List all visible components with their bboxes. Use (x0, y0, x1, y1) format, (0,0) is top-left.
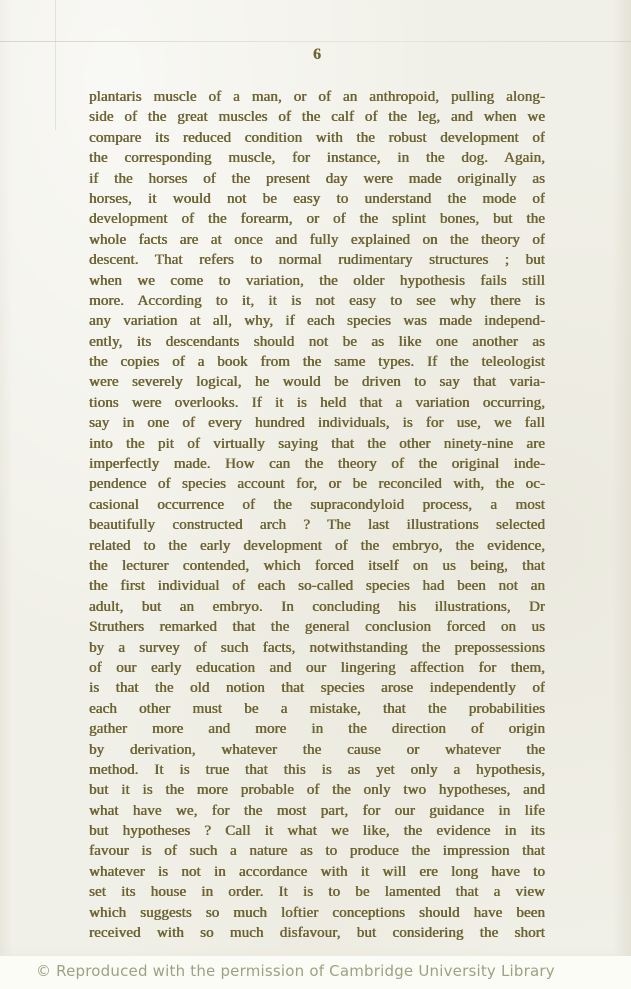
copyright-notice: © Reproduced with the permission of Cambridge University Library (36, 962, 555, 980)
text-line: the copies of a book from the same types. If the teleologist (89, 354, 545, 371)
text-line: tions were overlooks. If it is held that a variation occurring, (89, 394, 545, 411)
text-line: the lecturer contended, which forced itself on us being, that (89, 557, 545, 574)
text-line: plantaris muscle of a man, or of an anthropoid, pulling along- (89, 89, 545, 105)
text-line: any variation at all, why, if each species was made independ- (89, 313, 545, 330)
text-line: development of the forearm, or of the splint bones, but the (89, 211, 545, 228)
text-line: compare its reduced condition with the robust development of (89, 129, 545, 146)
text-line: but it is the more probable of the only two hypotheses, and (89, 782, 545, 799)
text-line: were severely logical, he would be driven to say that varia- (89, 374, 545, 391)
text-line: ently, its descendants should not be as like one another as (89, 333, 545, 350)
text-line: the corresponding muscle, for instance, in the dog. Again, (89, 150, 545, 167)
text-line: but hypotheses ? Call it what we like, the evidence in its (89, 823, 545, 840)
text-line: beautifully constructed arch ? The last illustrations selected (89, 517, 545, 534)
text-line: when we come to variation, the older hypothesis fails still (89, 272, 545, 289)
text-line: descent. That refers to normal rudimentary structures ; but (89, 252, 545, 269)
text-line: is that the old notion that species arose independently of (89, 680, 545, 697)
text-line: of our early education and our lingering affection for them, (89, 659, 545, 676)
text-line: horses, it would not be easy to understand the mode of (89, 190, 545, 207)
text-line: adult, but an embryo. In concluding his illustrations, Dr (89, 598, 545, 615)
text-line: which suggests so much loftier conceptions should have been (89, 904, 545, 921)
text-line: by derivation, whatever the cause or whatever the (89, 741, 545, 758)
text-line: gather more and more in the direction of origin (89, 721, 545, 738)
text-line: more. According to it, it is not easy to see why there is (89, 292, 545, 309)
text-line: say in one of every hundred individuals, is for use, we fall (89, 415, 545, 432)
text-line: method. It is true that this is as yet only a hypothesis, (89, 761, 545, 778)
text-line: whatever is not in accordance with it will ere long have to (89, 863, 545, 880)
text-line: the first individual of each so-called species had been not an (89, 578, 545, 595)
text-line: whole facts are at once and fully explained on the theory of (89, 231, 545, 248)
text-line: if the horses of the present day were made originally as (89, 170, 545, 187)
text-line: what have we, for the most part, for our guidance in life (89, 802, 545, 819)
text-line: imperfectly made. How can the theory of the original inde- (89, 456, 545, 473)
text-line: casional occurrence of the supracondyloid process, a most (89, 496, 545, 513)
text-line: favour is of such a nature as to produce the impression that (89, 843, 545, 860)
text-line: received with so much disfavour, but considering the short (89, 925, 545, 942)
paper-crease-horizontal (0, 41, 631, 42)
page-text-block (89, 87, 545, 943)
text-line: by a survey of such facts, notwithstanding the prepossessions (89, 639, 545, 656)
text-line: into the pit of virtually saying that the other ninety-nine are (89, 435, 545, 452)
text-line: Struthers remarked that the general conclusion forced on us (89, 619, 545, 636)
paper-crease-vertical (55, 0, 56, 130)
text-line: side of the great muscles of the calf of the leg, and when we (89, 109, 545, 126)
text-line: each other must be a mistake, that the probabilities (89, 700, 545, 717)
text-line: related to the early development of the embryo, the evidence, (89, 537, 545, 554)
copyright-footer-band (0, 956, 631, 989)
page-number: 6 (313, 46, 321, 63)
text-line: pendence of species account for, or be reconciled with, the oc- (89, 476, 545, 493)
text-line: set its house in order. It is to be lamented that a view (89, 884, 545, 901)
